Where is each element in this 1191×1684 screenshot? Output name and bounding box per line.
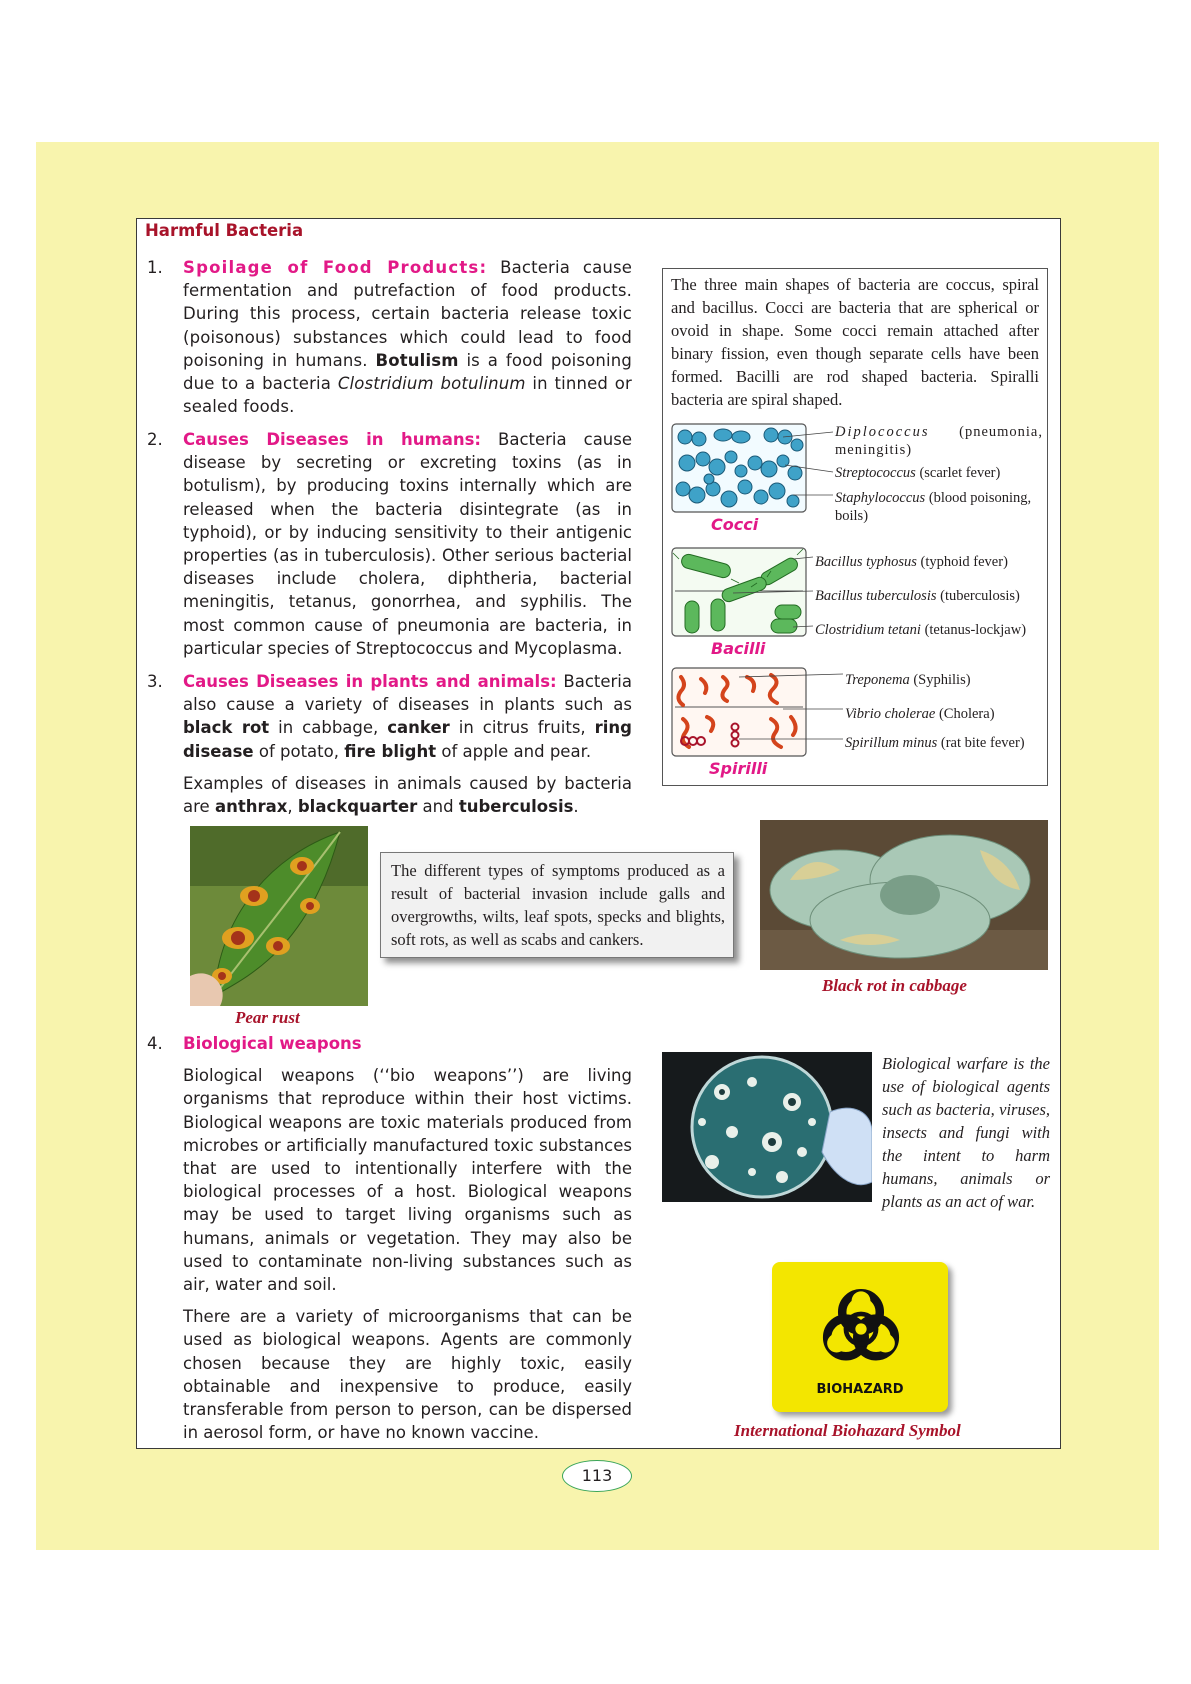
- biohazard-caption: International Biohazard Symbol: [734, 1421, 961, 1440]
- item-human-diseases: [147, 428, 632, 660]
- species-name: Clostridium tetani: [815, 622, 921, 638]
- species-name: Bacillus tuberculosis: [815, 588, 937, 604]
- item-plant-diseases: [147, 670, 632, 818]
- item-heading: Spoilage of Food Products:: [183, 258, 488, 277]
- bold-term: tuberculosis: [458, 797, 574, 817]
- item-heading: Causes Diseases in humans:: [183, 430, 482, 449]
- disease-name: (Cholera): [935, 706, 995, 722]
- bold-term: Botulism: [375, 350, 459, 370]
- species-name: Diplococcus: [835, 424, 930, 440]
- species-name: Bacillus typhosus: [815, 554, 917, 570]
- spirillum-annotation: [845, 734, 1045, 752]
- bold-term: fire blight: [344, 741, 437, 761]
- item-text: .: [573, 797, 579, 817]
- italic-term: Clostridium botulinum: [337, 374, 526, 394]
- disease-name: (scarlet fever): [915, 465, 1001, 481]
- item-text: and: [417, 797, 459, 817]
- item-text: in tinned or sealed foods.: [183, 374, 632, 417]
- item-text: is a food poisoning due to a bacteria: [183, 350, 632, 394]
- page-number: 113: [562, 1460, 632, 1492]
- disease-name: (pneumonia, meningitis): [835, 424, 1043, 458]
- item-spoilage: [147, 256, 632, 418]
- shapes-description: The three main shapes of bacteria are coccus, spiral and bacillus. Cocci are bacteria that are spherical or ovoid in shape. Some cocci remain attached after binary fission, even though separate cells have been formed. Bacilli are rod shaped bacteria. Spiralli bacteria are spiral shaped.: [671, 275, 1039, 409]
- bold-term: ring disease: [183, 718, 632, 761]
- symptoms-box: [380, 852, 734, 958]
- item-number: 4.: [147, 1034, 163, 1053]
- disease-name: (typhoid fever): [916, 554, 1008, 570]
- bold-term: blackquarter: [297, 797, 418, 817]
- pear-rust-photo: [190, 826, 368, 1006]
- item-text: Bacteria cause fermentation and putrefaction of food products. During this process, certain bacteria release toxic (poisonous) substances which could lead to food poisoning in humans.: [183, 258, 632, 370]
- disease-name: (blood poisoning, boils): [835, 490, 1032, 524]
- item-heading: Biological weapons: [183, 1034, 362, 1053]
- item-text: Bacteria cause disease by secreting or excreting toxins (as in botulism), by producing toxins internally which are released when the bacteria disintegrate (as in typhoid), or by inducing sensitivity to their antigenic properties (as in tuberculosis). Other serious bacterial diseases include cholera, diphtheria, bacterial meningitis, tetanus, gonorrhea, and syphilis. The most common cause of pneumonia are bacteria, in particular species of Streptococcus and Mycoplasma.: [183, 430, 633, 658]
- warfare-text: Biological warfare is the use of biological agents such as bacteria, viruses, insects and fungi with the intent to harm humans, animals or plants as an act of war.: [882, 1054, 1050, 1211]
- biohazard-sign-label: BIOHAZARD: [816, 1382, 904, 1397]
- item-number: 3.: [147, 672, 163, 691]
- item-text: of apple and pear.: [436, 741, 592, 761]
- biohazard-icon: [814, 1282, 908, 1376]
- item-biological-weapons: [147, 1032, 632, 1444]
- typhosus-annotation: [815, 553, 1045, 571]
- disease-name: (rat bite fever): [937, 735, 1025, 751]
- biohazard-sign: [772, 1262, 948, 1412]
- disease-name: (tuberculosis): [936, 588, 1020, 604]
- item-text: in citrus fruits,: [449, 718, 595, 738]
- item-heading: Causes Diseases in plants and animals:: [183, 672, 557, 691]
- vibrio-annotation: [845, 705, 1045, 723]
- species-name: Spirillum minus: [845, 735, 938, 751]
- diplococcus-annotation: [835, 423, 1043, 459]
- animal-diseases-paragraph: [183, 772, 632, 818]
- bio-weapons-paragraph-2: There are a variety of microorganisms that can be used as biological weapons. Agents are commonly chosen because they are highly toxic, easily obtainable and inexpensive to produce, easily transferable from person to person, can be dispersed in aerosol form, or have no known vaccine.: [183, 1307, 632, 1443]
- tetani-annotation: [815, 621, 1047, 639]
- symptoms-text: The different types of symptoms produced as a result of bacterial invasion include galls and overgrowths, wilts, leaf spots, specks and blights, soft rots, as well as scabs and cankers.: [391, 861, 725, 949]
- petri-dish-photo: [662, 1052, 872, 1202]
- bold-term: canker: [387, 718, 450, 738]
- bacilli-label: Bacilli: [711, 639, 766, 658]
- staphylococcus-annotation: [835, 489, 1045, 525]
- pear-rust-caption: Pear rust: [235, 1008, 300, 1027]
- bacteria-shapes-box: [662, 268, 1048, 786]
- bold-term: black rot: [183, 718, 270, 738]
- streptococcus-annotation: [835, 464, 1045, 482]
- item-text: ,: [287, 797, 298, 817]
- item-number: 2.: [147, 430, 163, 449]
- bold-term: anthrax: [214, 797, 288, 817]
- item-text: Bacteria also cause a variety of diseases in plants such as: [183, 672, 632, 715]
- item-number: 1.: [147, 258, 163, 277]
- spirilli-label: Spirilli: [709, 759, 768, 778]
- species-name: Vibrio cholerae: [845, 706, 936, 722]
- species-name: Treponema: [845, 672, 910, 688]
- bio-weapons-paragraph-1: Biological weapons (‘‘bio weapons’’) are living organisms that reproduce within their host victims. Biological weapons are toxic materials produced from microbes or artificially manufactured toxic substances that are used to intentionally interfere with the biological processes of a host. Biological weapons may be used to target living organisms such as humans, animals or vegetation. They may also be used to contaminate non-living substances such as air, water and soil.: [183, 1066, 632, 1295]
- section-title: Harmful Bacteria: [145, 221, 304, 240]
- item-text: of potato,: [253, 741, 345, 761]
- tuberculosis-annotation: [815, 587, 1045, 605]
- treponema-annotation: [845, 671, 1045, 689]
- item-text: Examples of diseases in animals caused by bacteria are: [183, 773, 632, 817]
- disease-name: (tetanus-lockjaw): [920, 622, 1027, 638]
- item-text: in cabbage,: [269, 718, 388, 738]
- black-rot-photo: [760, 820, 1048, 970]
- species-name: Streptococcus: [835, 465, 916, 481]
- disease-name: (Syphilis): [909, 672, 971, 688]
- black-rot-caption: Black rot in cabbage: [822, 976, 967, 995]
- species-name: Staphylococcus: [835, 490, 926, 506]
- cocci-label: Cocci: [711, 515, 759, 534]
